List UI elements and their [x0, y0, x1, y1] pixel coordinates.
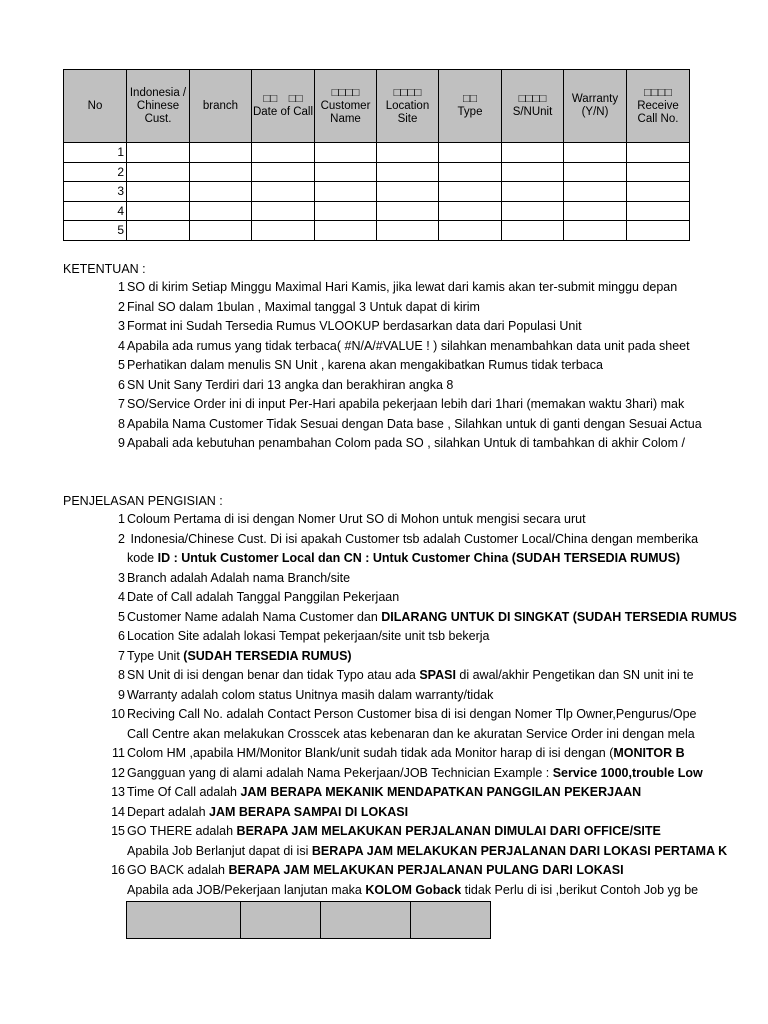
table-cell[interactable] [502, 182, 564, 202]
item-text [127, 705, 697, 725]
table-cell[interactable] [439, 182, 502, 202]
table-row [64, 162, 690, 182]
table-cell[interactable] [564, 143, 627, 163]
table-cell[interactable] [564, 182, 627, 202]
table-cell[interactable] [377, 221, 439, 241]
list-item [63, 627, 690, 647]
table-row [64, 201, 690, 221]
item-text-bold: Service 1000,trouble Low [552, 765, 703, 780]
table-cell[interactable] [190, 182, 252, 202]
header-label: Warranty (Y/N) [571, 93, 619, 118]
item-number: 9 [118, 687, 125, 702]
item-text [127, 881, 698, 901]
table-cell[interactable] [627, 143, 690, 163]
item-text: Format ini Sudah Tersedia Rumus VLOOKUP berdasarkan data dari Populasi Unit [127, 319, 582, 333]
item-text [127, 510, 586, 530]
item-number: 1 [118, 280, 125, 294]
list-item [63, 608, 737, 628]
table-cell[interactable] [190, 221, 252, 241]
item-text-bold: DILARANG UNTUK DI SINGKAT (SUDAH TERSEDIA RUMUS [381, 609, 737, 624]
header-branch [190, 70, 252, 143]
table-cell[interactable] [377, 162, 439, 182]
item-text-part: GO THERE adalah [127, 824, 237, 838]
list-item [63, 764, 703, 784]
item-number: 4 [118, 338, 125, 353]
penjelasan-title: PENJELASAN PENGISIAN : [63, 494, 223, 508]
item-text-bold: SPASI [419, 668, 456, 682]
item-text-part: Indonesia/Chinese Cust. Di isi apakah Customer tsb adalah Customer Local/China dengan memberika [127, 531, 699, 546]
table-row [64, 221, 690, 241]
item-text-bold: ID : Untuk Customer Local dan CN : Untuk Customer China (SUDAH TERSEDIA RUMUS) [157, 551, 681, 565]
item-text-bold: JAM BERAPA SAMPAI DI LOKASI [209, 804, 409, 819]
table-cell[interactable]: 4 [64, 201, 127, 221]
item-number: 13 [111, 785, 125, 799]
table-cell[interactable] [502, 221, 564, 241]
header-location [377, 70, 439, 143]
item-text-part: Warranty adalah colom status Unitnya masih dalam warranty/tidak [127, 687, 494, 702]
item-text-part: SN Unit di isi dengan benar dan tidak Typo atau ada [127, 668, 420, 682]
item-text-bold: BERAPA JAM MELAKUKAN PERJALANAN DIMULAI DARI OFFICE/SITE [236, 824, 661, 838]
table-cell[interactable] [502, 162, 564, 182]
list-item [63, 530, 699, 550]
item-text-part: Coloum Pertama di isi dengan Nomer Urut SO di Mohon untuk mengisi secara urut [127, 512, 586, 526]
header-label: Receive Call No. [637, 99, 679, 125]
header-warranty [564, 70, 627, 143]
item-text [127, 783, 641, 803]
list-item [63, 803, 690, 823]
table-cell[interactable] [127, 201, 190, 221]
header-label: Date of Call [252, 106, 314, 118]
item-text [127, 842, 727, 862]
table-cell[interactable] [127, 162, 190, 182]
list-item [63, 376, 690, 396]
item-number: 8 [118, 668, 125, 682]
header-receive [627, 70, 690, 143]
item-number: 10 [111, 707, 125, 721]
list-item [63, 298, 690, 318]
table-cell[interactable] [439, 143, 502, 163]
list-item [63, 686, 690, 706]
table-cell[interactable] [315, 162, 377, 182]
example-cell [127, 902, 241, 939]
table-cell[interactable] [252, 143, 315, 163]
table-header-row [64, 70, 690, 143]
table-cell[interactable] [439, 162, 502, 182]
item-number: 14 [111, 804, 125, 819]
table-cell[interactable] [127, 143, 190, 163]
item-text-bold: MONITOR B [613, 746, 685, 760]
item-text-part: Gangguan yang di alami adalah Nama Pekerjaan/JOB Technician Example : [127, 765, 553, 780]
item-number: 2 [118, 299, 125, 314]
item-number: 2 [118, 531, 125, 546]
table-cell[interactable]: 2 [64, 162, 127, 182]
item-text-bold: KOLOM Goback [365, 882, 462, 897]
item-text-part: Apabila ada JOB/Pekerjaan lanjutan maka [127, 882, 366, 897]
table-cell[interactable] [252, 221, 315, 241]
header-label: Indonesia / Chinese Cust. [129, 86, 187, 125]
item-number: 8 [118, 416, 125, 431]
list-item [63, 356, 690, 376]
header-label: Location Site [385, 99, 430, 125]
item-text [127, 744, 685, 764]
table-cell[interactable] [377, 143, 439, 163]
item-text: SN Unit Sany Terdiri dari 13 angka dan berakhiran angka 8 [127, 377, 454, 392]
list-item [63, 881, 699, 901]
header-cjk-label: □□ □□ [263, 93, 303, 105]
item-text-part: Type Unit [127, 648, 184, 663]
item-number: 5 [118, 609, 125, 624]
item-number: 5 [118, 358, 125, 372]
table-row [64, 143, 690, 163]
ketentuan-title: KETENTUAN : [63, 262, 146, 276]
item-text: Final SO dalam 1bulan , Maximal tanggal 3 Untuk dapat di kirim [127, 299, 480, 314]
list-item [63, 842, 728, 862]
table-cell[interactable] [252, 201, 315, 221]
item-text-bold: (SUDAH TERSEDIA RUMUS) [183, 648, 352, 663]
table-cell[interactable] [377, 182, 439, 202]
table-cell[interactable] [627, 162, 690, 182]
list-item [63, 434, 690, 454]
table-cell[interactable] [252, 162, 315, 182]
list-item [63, 415, 702, 435]
item-text: Apabila Nama Customer Tidak Sesuai dengan Data base , Silahkan untuk di ganti dengan Sesuai Actua [127, 416, 702, 431]
item-number: 7 [118, 397, 125, 411]
item-text [127, 569, 350, 589]
item-number: 6 [118, 377, 125, 392]
item-text [127, 686, 493, 706]
item-text [127, 627, 490, 647]
table-cell[interactable] [502, 143, 564, 163]
item-text-part: Customer Name adalah Nama Customer dan [127, 609, 382, 624]
list-item [63, 588, 690, 608]
item-number: 9 [118, 436, 125, 450]
item-number: 7 [118, 648, 125, 663]
header-date [252, 70, 315, 143]
list-item [63, 725, 695, 745]
item-number: 3 [118, 319, 125, 333]
list-item [63, 666, 694, 686]
item-text: SO/Service Order ini di input Per-Hari apabila pekerjaan lebih dari 1hari (memakan waktu 3hari) mak [127, 397, 685, 411]
item-number: 16 [111, 863, 125, 877]
ketentuan-list [63, 278, 702, 454]
header-label: Type [457, 106, 483, 118]
example-table [126, 901, 491, 939]
item-text-part: Reciving Call No. adalah Contact Person Customer bisa di isi dengan Nomer Tlp Owner,Pengurus/Ope [127, 707, 697, 721]
header-no [64, 70, 127, 143]
header-label: Customer Name [320, 99, 371, 125]
item-text-bold: BERAPA JAM MELAKUKAN PERJALANAN DARI LOKASI PERTAMA K [311, 843, 728, 858]
header-label: No [87, 99, 103, 112]
table-cell[interactable] [439, 221, 502, 241]
table-cell[interactable] [190, 143, 252, 163]
example-cell [321, 902, 411, 939]
list-item [63, 647, 690, 667]
header-type [439, 70, 502, 143]
item-number: 3 [118, 570, 125, 585]
header-cjk-label: □□□□ [644, 86, 672, 99]
list-item [63, 705, 697, 725]
header-sn [502, 70, 564, 143]
table-cell[interactable] [315, 201, 377, 221]
item-text-part: tidak Perlu di isi ,berikut Contoh Job yg be [461, 882, 699, 897]
list-item [63, 569, 690, 589]
example-cell [241, 902, 321, 939]
item-text: SO di kirim Setiap Minggu Maximal Hari Kamis, jika lewat dari kamis akan ter-submit minggu depan [127, 280, 678, 294]
item-text [127, 822, 661, 842]
item-text-part: Apabila Job Berlanjut dapat di isi [127, 843, 312, 858]
table-cell[interactable] [315, 143, 377, 163]
item-text [127, 588, 399, 608]
list-item [63, 861, 690, 881]
table-cell[interactable] [377, 201, 439, 221]
item-text [127, 608, 737, 628]
item-text: Perhatikan dalam menulis SN Unit , karena akan mengakibatkan Rumus tidak terbaca [127, 358, 603, 372]
item-text-part: Location Site adalah lokasi Tempat pekerjaan/site unit tsb bekerja [127, 629, 490, 643]
item-text: Apabali ada kebutuhan penambahan Colom pada SO , silahkan Untuk di tambahkan di akhir Colom / [127, 436, 685, 450]
item-text [127, 803, 408, 823]
table-cell[interactable] [564, 162, 627, 182]
item-number: 15 [111, 824, 125, 838]
item-text [127, 647, 352, 667]
table-cell[interactable] [315, 221, 377, 241]
item-text [127, 764, 703, 784]
item-text-part: Branch adalah Adalah nama Branch/site [127, 570, 351, 585]
header-cust [127, 70, 190, 143]
table-row [64, 182, 690, 202]
example-row [127, 902, 491, 939]
penjelasan-list [63, 510, 737, 900]
item-number: 11 [112, 746, 125, 760]
table-cell[interactable] [627, 201, 690, 221]
item-number: 6 [118, 629, 125, 643]
item-text-part: kode [127, 551, 158, 565]
table-cell[interactable] [252, 182, 315, 202]
table-cell[interactable] [627, 182, 690, 202]
item-text-part: Depart adalah [127, 804, 210, 819]
table-cell[interactable] [627, 221, 690, 241]
list-item [63, 395, 690, 415]
table-cell[interactable] [190, 201, 252, 221]
item-text: Apabila ada rumus yang tidak terbaca( #N/A/#VALUE ! ) silahkan menambahkan data unit pada sheet [127, 338, 690, 353]
table-cell[interactable] [564, 201, 627, 221]
item-text-part: Colom HM ,apabila HM/Monitor Blank/unit sudah tidak ada Monitor harap di isi dengan ( [127, 746, 614, 760]
item-text [127, 861, 624, 881]
header-cjk-label: □□□□ [518, 93, 547, 105]
table-cell[interactable]: 5 [64, 221, 127, 241]
item-text [127, 666, 694, 686]
header-customer [315, 70, 377, 143]
item-text-part: Call Centre akan melakukan Crosscek atas kebenaran dan ke akuratan Service Order ini dengan mela [127, 726, 695, 741]
table-cell[interactable] [502, 201, 564, 221]
item-text-part: Time Of Call adalah [127, 785, 241, 799]
example-cell [411, 902, 491, 939]
item-number: 12 [111, 765, 125, 780]
header-cjk-label: □□ [463, 93, 477, 105]
list-item [63, 783, 690, 803]
table-cell[interactable]: 3 [64, 182, 127, 202]
item-text [127, 530, 698, 550]
item-text-part: GO BACK adalah [127, 863, 229, 877]
header-label: branch [202, 99, 239, 112]
table-cell[interactable]: 1 [64, 143, 127, 163]
item-text [127, 725, 695, 745]
item-text-part: di awal/akhir Pengetikan dan SN unit ini te [455, 668, 694, 682]
table-cell[interactable] [127, 221, 190, 241]
list-item [63, 822, 690, 842]
item-number: 1 [118, 512, 125, 526]
table-cell[interactable] [315, 182, 377, 202]
table-cell[interactable] [190, 162, 252, 182]
list-item [63, 317, 690, 337]
table-cell[interactable] [564, 221, 627, 241]
list-item [63, 278, 690, 298]
table-cell[interactable] [439, 201, 502, 221]
header-cjk-label: □□□□ [331, 86, 360, 99]
service-order-table [63, 69, 690, 241]
item-number: 4 [118, 590, 125, 604]
list-item [63, 510, 690, 530]
list-item [63, 337, 690, 357]
list-item [63, 549, 690, 569]
item-text [127, 549, 680, 569]
item-text-bold: JAM BERAPA MEKANIK MENDAPATKAN PANGGILAN PEKERJAAN [240, 785, 642, 799]
list-item [63, 744, 690, 764]
item-text-bold: BERAPA JAM MELAKUKAN PERJALANAN PULANG DARI LOKASI [228, 863, 624, 877]
item-text-part: Date of Call adalah Tanggal Panggilan Pekerjaan [127, 590, 400, 604]
table-cell[interactable] [127, 182, 190, 202]
header-cjk-label: □□□□ [393, 86, 422, 99]
header-label: S/NUnit [512, 106, 553, 118]
